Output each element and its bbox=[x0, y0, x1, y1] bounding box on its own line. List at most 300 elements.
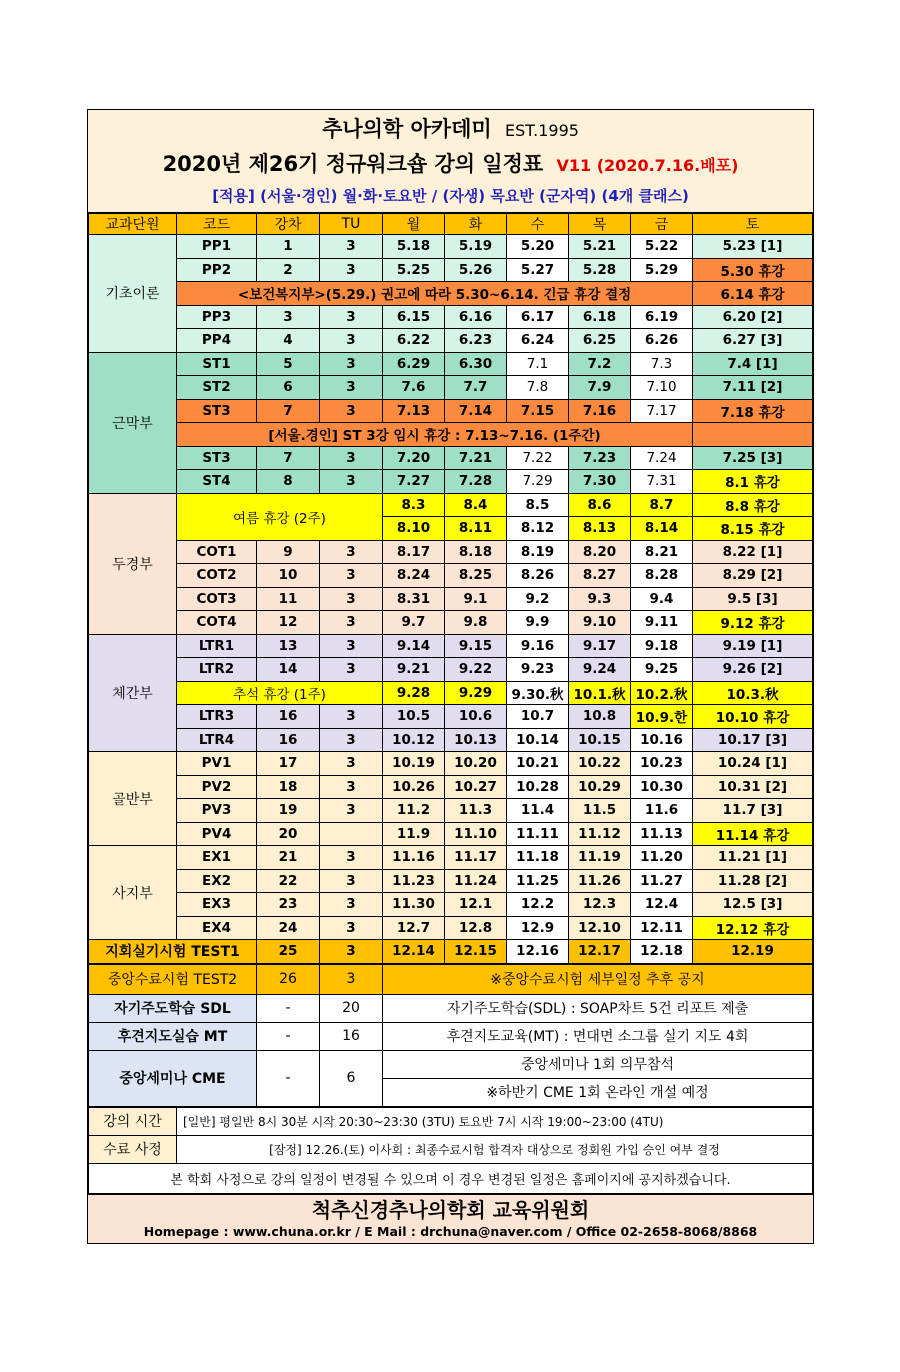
table-cell: 10.31 [2] bbox=[693, 775, 813, 799]
table-cell: 4 bbox=[257, 329, 320, 353]
table-cell: 8.10 bbox=[383, 517, 445, 541]
table-cell: 7.18 휴강 bbox=[693, 399, 813, 423]
table-cell: 6.17 bbox=[507, 305, 569, 329]
table-row bbox=[89, 329, 813, 353]
table-row bbox=[89, 775, 813, 799]
table-cell: 10.21 bbox=[507, 752, 569, 776]
table-cell: 6.24 bbox=[507, 329, 569, 353]
table-cell: 13 bbox=[257, 634, 320, 658]
test2-label: 중앙수료시험 TEST2 bbox=[89, 964, 257, 994]
table-cell: 7.15 bbox=[507, 399, 569, 423]
table-cell: 11.18 bbox=[507, 846, 569, 870]
table-cell: 7.20 bbox=[383, 446, 445, 470]
table-cell: 11.30 bbox=[383, 893, 445, 917]
notice: 본 학회 사정으로 강의 일정이 변경될 수 있으며 이 경우 변경된 일정은 홈페이지에 공지하겠습니다. bbox=[89, 1163, 813, 1193]
table-cell: 5.27 bbox=[507, 258, 569, 282]
table-cell: 8.20 bbox=[569, 540, 631, 564]
table-cell: 7.16 bbox=[569, 399, 631, 423]
chuseok-break: 추석 휴강 (1주) bbox=[177, 681, 383, 705]
table-cell: 5.18 bbox=[383, 235, 445, 259]
table-cell: 12.19 bbox=[693, 940, 813, 964]
table-cell: 8.8 휴강 bbox=[693, 493, 813, 517]
table-row bbox=[89, 258, 813, 282]
table-cell: ST4 bbox=[177, 470, 257, 494]
table-cell: 10.17 [3] bbox=[693, 728, 813, 752]
table-cell: 11.20 bbox=[631, 846, 693, 870]
table-cell: PV1 bbox=[177, 752, 257, 776]
table-cell: 10.13 bbox=[445, 728, 507, 752]
table-cell: 6.15 bbox=[383, 305, 445, 329]
graduation-text: [잠정] 12.26.(토) 이사회 : 최종수료시험 합격자 대상으로 정회원 가입 승인 여부 결정 bbox=[177, 1135, 813, 1163]
table-cell: 7.14 bbox=[445, 399, 507, 423]
table-cell: 9.17 bbox=[569, 634, 631, 658]
col-unit: 교과단원 bbox=[89, 214, 177, 235]
table-cell: 10.28 bbox=[507, 775, 569, 799]
table-cell: ST3 bbox=[177, 446, 257, 470]
table-cell: 11.26 bbox=[569, 869, 631, 893]
table-cell: LTR2 bbox=[177, 658, 257, 682]
table-row bbox=[89, 611, 813, 635]
mt-label: 후견지도실습 MT bbox=[89, 1022, 257, 1050]
table-row bbox=[89, 846, 813, 870]
table-row bbox=[89, 705, 813, 729]
table-cell: PP2 bbox=[177, 258, 257, 282]
sdl-note: 자기주도학습(SDL) : SOAP차트 5건 리포트 제출 bbox=[383, 994, 813, 1022]
table-cell: 10.1.秋 bbox=[569, 681, 631, 705]
table-cell: 3 bbox=[320, 893, 383, 917]
table-cell: 10.26 bbox=[383, 775, 445, 799]
table-cell: 7.22 bbox=[507, 446, 569, 470]
table-cell bbox=[693, 423, 813, 447]
schedule-table bbox=[88, 213, 813, 964]
table-row bbox=[89, 493, 813, 517]
table-cell: 6.25 bbox=[569, 329, 631, 353]
table-cell: 12.14 bbox=[383, 940, 445, 964]
table-cell: 3 bbox=[320, 587, 383, 611]
table-cell: 6.29 bbox=[383, 352, 445, 376]
table-cell: 9.23 bbox=[507, 658, 569, 682]
table-cell: 10.5 bbox=[383, 705, 445, 729]
table-cell: 7.1 bbox=[507, 352, 569, 376]
table-cell: 10.7 bbox=[507, 705, 569, 729]
table-row bbox=[89, 994, 813, 1022]
covid-sat: 6.14 휴강 bbox=[693, 282, 813, 306]
table-cell: 22 bbox=[257, 869, 320, 893]
table-cell: 12.8 bbox=[445, 916, 507, 940]
table-cell: 9.4 bbox=[631, 587, 693, 611]
table-row bbox=[89, 681, 813, 705]
st3-note: [서울.경인] ST 3강 임시 휴강 : 7.13~7.16. (1주간) bbox=[177, 423, 693, 447]
table-cell: 8.25 bbox=[445, 564, 507, 588]
table-cell: 7.17 bbox=[631, 399, 693, 423]
table-cell: 10.24 [1] bbox=[693, 752, 813, 776]
cme-note-1: 중앙세미나 1회 의무참석 bbox=[383, 1050, 813, 1078]
table-cell: 11.14 휴강 bbox=[693, 822, 813, 846]
table-cell: 5.25 bbox=[383, 258, 445, 282]
table-cell: 10.8 bbox=[569, 705, 631, 729]
table-cell: 8.15 휴강 bbox=[693, 517, 813, 541]
subtitle-line bbox=[88, 146, 813, 182]
table-cell: 11.17 bbox=[445, 846, 507, 870]
table-cell: 10.16 bbox=[631, 728, 693, 752]
table-cell: 7.4 [1] bbox=[693, 352, 813, 376]
unit-muscle: 근막부 bbox=[89, 352, 177, 493]
table-cell: 9.9 bbox=[507, 611, 569, 635]
graduation-label: 수료 사정 bbox=[89, 1135, 177, 1163]
table-cell: 3 bbox=[320, 305, 383, 329]
table-cell: 12.5 [3] bbox=[693, 893, 813, 917]
table-cell: 9.18 bbox=[631, 634, 693, 658]
table-cell: 8.7 bbox=[631, 493, 693, 517]
header-row bbox=[89, 214, 813, 235]
table-cell: 3 bbox=[320, 940, 383, 964]
table-cell: 16 bbox=[320, 1022, 383, 1050]
table-cell: 3 bbox=[320, 964, 383, 994]
table-row bbox=[89, 1163, 813, 1193]
table-row bbox=[89, 282, 813, 306]
table-cell: PV4 bbox=[177, 822, 257, 846]
table-row bbox=[89, 399, 813, 423]
table-cell: 11.23 bbox=[383, 869, 445, 893]
table-cell: 1 bbox=[257, 235, 320, 259]
table-cell: EX3 bbox=[177, 893, 257, 917]
table-cell: 8.1 휴강 bbox=[693, 470, 813, 494]
table-cell: 3 bbox=[320, 564, 383, 588]
table-cell: 11.10 bbox=[445, 822, 507, 846]
table-cell: 10.20 bbox=[445, 752, 507, 776]
table-cell: 9.12 휴강 bbox=[693, 611, 813, 635]
table-cell: 9.5 [3] bbox=[693, 587, 813, 611]
table-cell: 9.10 bbox=[569, 611, 631, 635]
table-cell: 11.6 bbox=[631, 799, 693, 823]
table-row bbox=[89, 587, 813, 611]
footer bbox=[88, 1194, 813, 1243]
table-cell: 6.20 [2] bbox=[693, 305, 813, 329]
table-cell: 14 bbox=[257, 658, 320, 682]
schedule-sheet bbox=[87, 109, 814, 1244]
extra-table bbox=[88, 964, 813, 1107]
table-cell: 7.2 bbox=[569, 352, 631, 376]
table-row bbox=[89, 940, 813, 964]
table-cell: COT3 bbox=[177, 587, 257, 611]
table-cell: 10.2.秋 bbox=[631, 681, 693, 705]
table-cell: 3 bbox=[320, 376, 383, 400]
table-cell: 7.23 bbox=[569, 446, 631, 470]
table-cell: 5.21 bbox=[569, 235, 631, 259]
table-cell: LTR1 bbox=[177, 634, 257, 658]
table-cell: 11.13 bbox=[631, 822, 693, 846]
table-cell: 19 bbox=[257, 799, 320, 823]
table-cell: 12.16 bbox=[507, 940, 569, 964]
table-cell: 8.27 bbox=[569, 564, 631, 588]
table-row bbox=[89, 752, 813, 776]
table-cell: 12.10 bbox=[569, 916, 631, 940]
table-cell: 8.28 bbox=[631, 564, 693, 588]
table-cell: 6.19 bbox=[631, 305, 693, 329]
table-cell: 5.19 bbox=[445, 235, 507, 259]
table-cell: 7.8 bbox=[507, 376, 569, 400]
table-cell: 6.30 bbox=[445, 352, 507, 376]
table-cell: EX2 bbox=[177, 869, 257, 893]
table-cell: 3 bbox=[320, 775, 383, 799]
table-cell: 9.24 bbox=[569, 658, 631, 682]
table-cell: 12.3 bbox=[569, 893, 631, 917]
table-row bbox=[89, 423, 813, 447]
table-cell: 11.27 bbox=[631, 869, 693, 893]
table-cell: 21 bbox=[257, 846, 320, 870]
table-cell: 12.4 bbox=[631, 893, 693, 917]
table-cell: 3 bbox=[320, 634, 383, 658]
table-cell: 3 bbox=[320, 752, 383, 776]
table-cell: 7.28 bbox=[445, 470, 507, 494]
table-cell: LTR3 bbox=[177, 705, 257, 729]
table-cell: 3 bbox=[320, 799, 383, 823]
table-cell: 10 bbox=[257, 564, 320, 588]
apply-line: [적용] (서울·경인) 월·화·토요반 / (자생) 목요반 (군자역) (4개 클래스) bbox=[212, 187, 689, 205]
covid-note: <보건복지부>(5.29.) 권고에 따라 5.30~6.14. 긴급 휴강 결정 bbox=[177, 282, 693, 306]
table-row bbox=[89, 916, 813, 940]
table-cell: PV2 bbox=[177, 775, 257, 799]
table-cell: 11.11 bbox=[507, 822, 569, 846]
unit-trunk: 체간부 bbox=[89, 634, 177, 752]
table-row bbox=[89, 658, 813, 682]
table-row bbox=[89, 964, 813, 994]
table-cell: 8.19 bbox=[507, 540, 569, 564]
table-cell: PP1 bbox=[177, 235, 257, 259]
table-cell: 8.4 bbox=[445, 493, 507, 517]
table-cell: 10.30 bbox=[631, 775, 693, 799]
table-cell: 10.3.秋 bbox=[693, 681, 813, 705]
cme-label: 중앙세미나 CME bbox=[89, 1050, 257, 1106]
table-row bbox=[89, 1022, 813, 1050]
table-cell: 11.2 bbox=[383, 799, 445, 823]
table-cell: 7.7 bbox=[445, 376, 507, 400]
table-cell: 2 bbox=[257, 258, 320, 282]
table-cell: 20 bbox=[257, 822, 320, 846]
table-cell: 5.26 bbox=[445, 258, 507, 282]
table-cell: 8.18 bbox=[445, 540, 507, 564]
table-row bbox=[89, 1050, 813, 1078]
table-cell: 10.15 bbox=[569, 728, 631, 752]
table-cell: 11.28 [2] bbox=[693, 869, 813, 893]
table-cell: 6 bbox=[257, 376, 320, 400]
table-row bbox=[89, 822, 813, 846]
table-cell: 5.22 bbox=[631, 235, 693, 259]
table-cell: 12.9 bbox=[507, 916, 569, 940]
version-label: V11 (2020.7.16.배포) bbox=[556, 156, 739, 175]
table-cell: 12.17 bbox=[569, 940, 631, 964]
table-cell: 6.22 bbox=[383, 329, 445, 353]
table-cell: 9.1 bbox=[445, 587, 507, 611]
table-cell: 7.10 bbox=[631, 376, 693, 400]
table-cell: PP3 bbox=[177, 305, 257, 329]
table-row bbox=[89, 376, 813, 400]
col-mon: 월 bbox=[383, 214, 445, 235]
table-cell: 3 bbox=[320, 728, 383, 752]
table-cell: 12.1 bbox=[445, 893, 507, 917]
table-cell: 8 bbox=[257, 470, 320, 494]
table-cell: 8.6 bbox=[569, 493, 631, 517]
table-cell: 11.24 bbox=[445, 869, 507, 893]
table-cell: 10.23 bbox=[631, 752, 693, 776]
table-cell: 7.13 bbox=[383, 399, 445, 423]
table-cell: 16 bbox=[257, 705, 320, 729]
table-cell: 11 bbox=[257, 587, 320, 611]
table-cell: 9.7 bbox=[383, 611, 445, 635]
table-cell: 10.14 bbox=[507, 728, 569, 752]
table-cell: 8.3 bbox=[383, 493, 445, 517]
table-cell: 8.21 bbox=[631, 540, 693, 564]
table-cell: - bbox=[257, 994, 320, 1022]
table-cell: 3 bbox=[320, 235, 383, 259]
table-cell: 6.26 bbox=[631, 329, 693, 353]
table-row bbox=[89, 540, 813, 564]
header bbox=[88, 110, 813, 213]
table-cell: 9.21 bbox=[383, 658, 445, 682]
table-cell: 8.26 bbox=[507, 564, 569, 588]
table-cell: 9.25 bbox=[631, 658, 693, 682]
table-cell: 10.29 bbox=[569, 775, 631, 799]
table-cell: 17 bbox=[257, 752, 320, 776]
table-cell: 6.18 bbox=[569, 305, 631, 329]
table-cell: 10.6 bbox=[445, 705, 507, 729]
table-cell: 9.29 bbox=[445, 681, 507, 705]
table-cell: 3 bbox=[320, 352, 383, 376]
table-cell: 3 bbox=[320, 611, 383, 635]
col-sat: 토 bbox=[693, 214, 813, 235]
table-cell: - bbox=[257, 1050, 320, 1106]
table-row bbox=[89, 893, 813, 917]
time-label: 강의 시간 bbox=[89, 1107, 177, 1135]
time-text: [일반] 평일반 8시 30분 시작 20:30~23:30 (3TU) 토요반 7시 시작 19:00~23:00 (4TU) bbox=[177, 1107, 813, 1135]
table-cell: 5.20 bbox=[507, 235, 569, 259]
table-cell: 8.24 bbox=[383, 564, 445, 588]
table-cell: 5.28 bbox=[569, 258, 631, 282]
table-row bbox=[89, 869, 813, 893]
table-cell: 7.27 bbox=[383, 470, 445, 494]
table-cell: 11.4 bbox=[507, 799, 569, 823]
table-row bbox=[89, 564, 813, 588]
col-no: 강차 bbox=[257, 214, 320, 235]
table-cell: 3 bbox=[320, 869, 383, 893]
est-label: EST.1995 bbox=[504, 121, 579, 140]
table-cell: - bbox=[257, 1022, 320, 1050]
table-cell: 23 bbox=[257, 893, 320, 917]
academy-title: 추나의학 아카데미 bbox=[322, 117, 492, 141]
table-cell: 3 bbox=[320, 846, 383, 870]
table-cell: 5.23 [1] bbox=[693, 235, 813, 259]
sdl-label: 자기주도학습 SDL bbox=[89, 994, 257, 1022]
table-cell: 3 bbox=[320, 399, 383, 423]
table-cell: 11.9 bbox=[383, 822, 445, 846]
table-row bbox=[89, 305, 813, 329]
table-cell: 8.31 bbox=[383, 587, 445, 611]
test2-note: ※중앙수료시험 세부일정 추후 공지 bbox=[383, 964, 813, 994]
table-cell: 3 bbox=[320, 705, 383, 729]
summer-break: 여름 휴강 (2주) bbox=[177, 493, 383, 540]
table-cell: 9.8 bbox=[445, 611, 507, 635]
col-tue: 화 bbox=[445, 214, 507, 235]
table-cell: 3 bbox=[320, 658, 383, 682]
title-line bbox=[88, 110, 813, 146]
mt-note: 후견지도교육(MT) : 면대면 소그룹 실기 지도 4회 bbox=[383, 1022, 813, 1050]
table-cell: 8.5 bbox=[507, 493, 569, 517]
table-cell: 10.19 bbox=[383, 752, 445, 776]
table-cell: 20 bbox=[320, 994, 383, 1022]
table-cell: 6.27 [3] bbox=[693, 329, 813, 353]
table-cell: 9 bbox=[257, 540, 320, 564]
table-cell: ST3 bbox=[177, 399, 257, 423]
table-cell: 6 bbox=[320, 1050, 383, 1106]
table-cell: 7.25 [3] bbox=[693, 446, 813, 470]
table-cell: 9.16 bbox=[507, 634, 569, 658]
unit-pelvis: 골반부 bbox=[89, 752, 177, 846]
col-code: 코드 bbox=[177, 214, 257, 235]
schedule-subtitle: 2020년 제26기 정규워크숍 강의 일정표 bbox=[162, 152, 544, 176]
table-cell: 9.11 bbox=[631, 611, 693, 635]
table-cell: 3 bbox=[320, 470, 383, 494]
unit-head: 두경부 bbox=[89, 493, 177, 634]
table-row bbox=[89, 1135, 813, 1163]
table-cell: 7.9 bbox=[569, 376, 631, 400]
cme-note-2: ※하반기 CME 1회 온라인 개설 예정 bbox=[383, 1078, 813, 1106]
table-cell: 6.16 bbox=[445, 305, 507, 329]
table-row bbox=[89, 352, 813, 376]
table-cell: 3 bbox=[320, 446, 383, 470]
table-cell: 7.21 bbox=[445, 446, 507, 470]
table-cell: 12.15 bbox=[445, 940, 507, 964]
table-cell: 3 bbox=[320, 916, 383, 940]
table-cell: 10.10 휴강 bbox=[693, 705, 813, 729]
contact-info: Homepage : www.chuna.or.kr / E Mail : drchuna@naver.com / Office 02-2658-8068/8868 bbox=[143, 1223, 758, 1239]
col-thu: 목 bbox=[569, 214, 631, 235]
table-cell: 3 bbox=[320, 540, 383, 564]
table-cell: 7.29 bbox=[507, 470, 569, 494]
table-cell: 12.11 bbox=[631, 916, 693, 940]
table-row bbox=[89, 728, 813, 752]
table-cell: 7.6 bbox=[383, 376, 445, 400]
table-cell: 25 bbox=[257, 940, 320, 964]
table-cell: 11.16 bbox=[383, 846, 445, 870]
table-cell: 26 bbox=[257, 964, 320, 994]
table-row bbox=[89, 799, 813, 823]
table-cell: 12.12 휴강 bbox=[693, 916, 813, 940]
table-cell: 11.5 bbox=[569, 799, 631, 823]
table-cell: COT1 bbox=[177, 540, 257, 564]
table-cell: COT2 bbox=[177, 564, 257, 588]
info-table bbox=[88, 1107, 813, 1194]
table-cell: 11.7 [3] bbox=[693, 799, 813, 823]
table-cell: ST1 bbox=[177, 352, 257, 376]
table-cell: 8.11 bbox=[445, 517, 507, 541]
table-cell: 7 bbox=[257, 399, 320, 423]
org-name: 척추신경추나의학회 교육위원회 bbox=[311, 1197, 590, 1222]
table-row bbox=[89, 1107, 813, 1135]
table-cell: 9.30.秋 bbox=[507, 681, 569, 705]
table-row bbox=[89, 470, 813, 494]
table-cell: 3 bbox=[320, 329, 383, 353]
table-cell: 16 bbox=[257, 728, 320, 752]
table-cell: 11.3 bbox=[445, 799, 507, 823]
table-cell: 11.12 bbox=[569, 822, 631, 846]
table-cell: 10.12 bbox=[383, 728, 445, 752]
unit-limb: 사지부 bbox=[89, 846, 177, 940]
table-cell: 24 bbox=[257, 916, 320, 940]
table-cell: 3 bbox=[257, 305, 320, 329]
table-cell: 12.2 bbox=[507, 893, 569, 917]
table-row bbox=[89, 634, 813, 658]
table-cell: 9.26 [2] bbox=[693, 658, 813, 682]
